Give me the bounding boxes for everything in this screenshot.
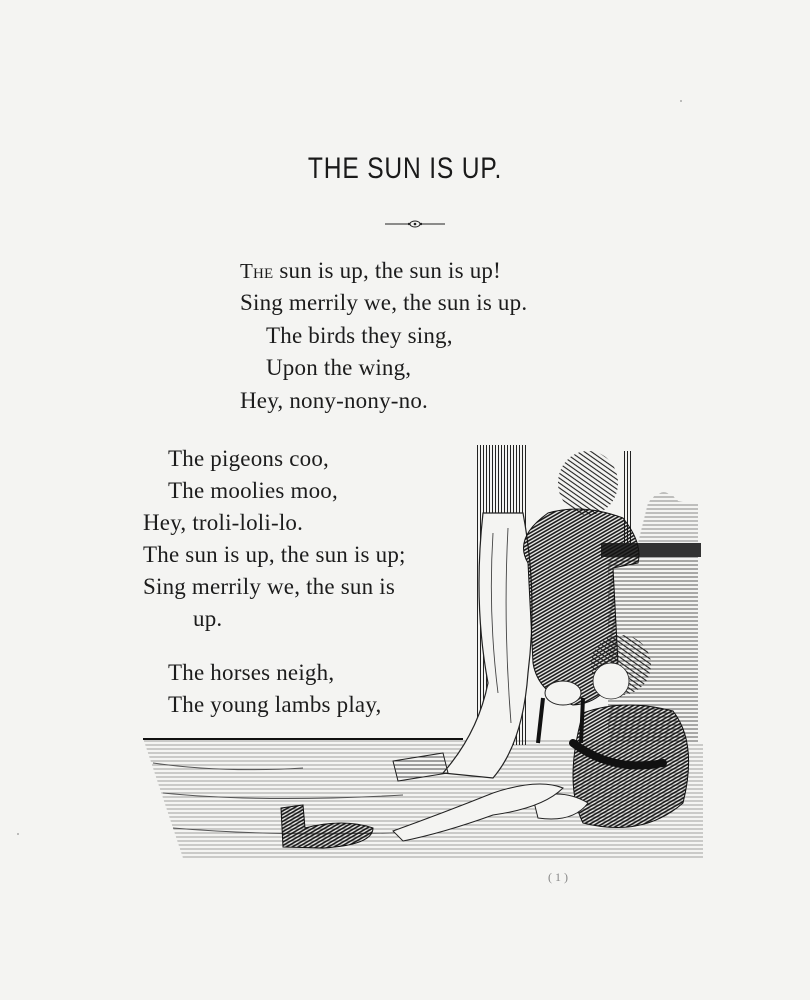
stanza1-line3: The birds they sing,: [266, 323, 453, 348]
ornament-divider-icon: [383, 218, 447, 230]
stanza3-line2: The young lambs play,: [168, 692, 382, 717]
stanza1-first-word: The: [240, 259, 274, 283]
stanza2-line6: up.: [193, 606, 223, 631]
stanza2-line5: Sing merrily we, the sun is: [143, 574, 395, 599]
engraving-two-children-by-window-icon: [143, 443, 703, 863]
stanza2-line3: Hey, troli-loli-lo.: [143, 510, 304, 535]
stanza2-line1: The pigeons coo,: [168, 446, 329, 471]
stanza2-line4: The sun is up, the sun is up;: [143, 542, 406, 567]
stanza1-line1-rest: sun is up, the sun is up!: [273, 258, 501, 283]
stanza1-line4: Upon the wing,: [266, 355, 412, 380]
stanza1-line1: [240, 258, 501, 284]
stanza3-line1: The horses neigh,: [168, 660, 335, 685]
paper-speck: [680, 100, 682, 102]
page-number: ( 1 ): [548, 870, 568, 884]
poem-title: THE SUN IS UP.: [307, 152, 503, 185]
stanza1-line5: Hey, nony-nony-no.: [240, 388, 428, 413]
stanza1-line2: Sing merrily we, the sun is up.: [240, 290, 528, 315]
paper-speck: [17, 833, 19, 835]
stanza2-line2: The moolies moo,: [168, 478, 338, 503]
